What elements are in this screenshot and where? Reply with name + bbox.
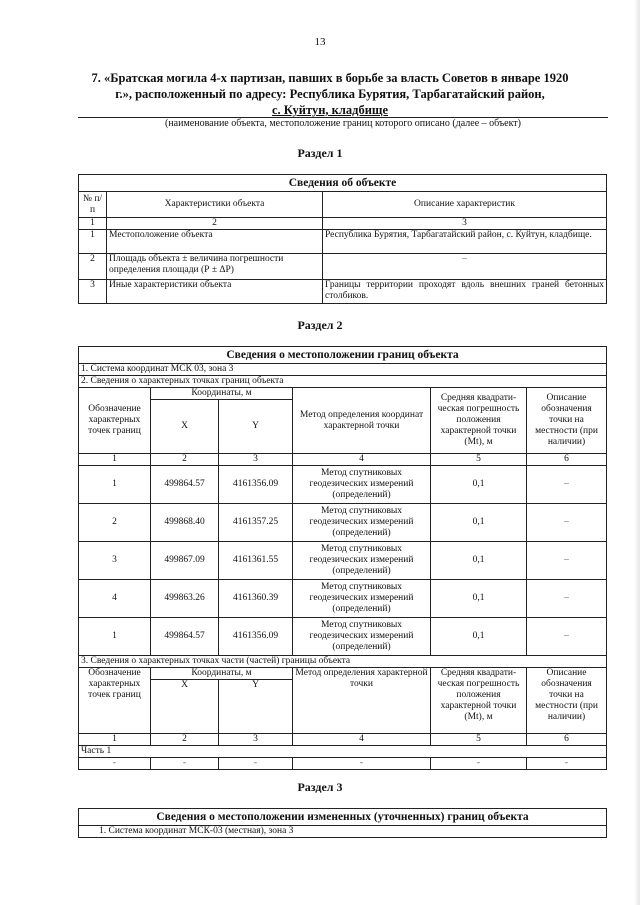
point-id: 3 (79, 542, 151, 580)
part-cell: - (219, 758, 293, 770)
part-cell: - (431, 758, 527, 770)
part-cell: - (293, 758, 431, 770)
point-y: 4161361.55 (219, 542, 293, 580)
col-number: 6 (527, 734, 607, 746)
parts-header-method: Метод определения характерной точки (293, 668, 431, 734)
header-method: Метод определения координат характерной точки (293, 388, 431, 454)
col-number: 6 (527, 454, 607, 466)
point-method: Метод спутниковых геодезических измерений (определений) (293, 580, 431, 618)
object-info-title: Сведения об объекте (79, 175, 607, 192)
point-y: 4161356.09 (219, 466, 293, 504)
section-3-heading: Раздел 3 (297, 780, 343, 794)
title-line-1: 7. «Братская могила 4-х партизан, павших в борьбе за власть Советов в январе 1920 (91, 71, 569, 85)
section-2-heading: Раздел 2 (297, 318, 343, 332)
row-characteristic: Площадь объекта ± величина погрешности определения площади (Р ± ΔР) (107, 254, 323, 280)
header-coords: Координаты, м (151, 388, 293, 400)
section-1-heading: Раздел 1 (297, 146, 343, 160)
object-info-table (78, 174, 607, 304)
boundary-points-table (78, 346, 607, 770)
point-x: 499863.26 (151, 580, 219, 618)
col-number: 5 (431, 734, 527, 746)
row-description: – (323, 254, 607, 280)
changed-boundaries-title: Сведения о местоположении измененных (уточненных) границ объекта (79, 809, 607, 826)
point-description: – (527, 580, 607, 618)
col-number: 3 (219, 734, 293, 746)
col-number: 2 (107, 218, 323, 230)
point-method: Метод спутниковых геодезических измерений (определений) (293, 504, 431, 542)
parts-header-coords: Координаты, м (151, 668, 293, 680)
point-id: 1 (79, 466, 151, 504)
document-title (70, 70, 590, 118)
point-method: Метод спутниковых геодезических измерений (определений) (293, 542, 431, 580)
point-y: 4161357.25 (219, 504, 293, 542)
point-id: 2 (79, 504, 151, 542)
col-number: 3 (219, 454, 293, 466)
section3-coord-system: 1. Система координат МСК-03 (местная), зона 3 (79, 826, 607, 838)
point-accuracy: 0,1 (431, 466, 527, 504)
point-accuracy: 0,1 (431, 618, 527, 656)
table-row (79, 618, 607, 656)
point-method: Метод спутниковых геодезических измерений (определений) (293, 466, 431, 504)
part-label: Часть 1 (79, 746, 607, 758)
parts-section-label: 3. Сведения о характерных точках части (частей) границы объекта (79, 656, 607, 668)
point-description: – (527, 542, 607, 580)
point-description: – (527, 504, 607, 542)
point-y: 4161360.39 (219, 580, 293, 618)
table-row (79, 466, 607, 504)
row-description: Республика Бурятия, Тарбагатайский район, с. Куйтун, кладбище. (323, 230, 607, 254)
table-row (79, 580, 607, 618)
header-x: X (151, 400, 219, 454)
table-row (79, 280, 607, 304)
point-x: 499867.09 (151, 542, 219, 580)
point-method: Метод спутниковых геодезических измерений (определений) (293, 618, 431, 656)
point-description: – (527, 466, 607, 504)
col-number: 3 (323, 218, 607, 230)
changed-boundaries-table (78, 808, 607, 838)
point-x: 499864.57 (151, 618, 219, 656)
part-cell: - (79, 758, 151, 770)
parts-header-description: Описание обозначения точки на местности (при наличии) (527, 668, 607, 734)
col-number: 2 (151, 734, 219, 746)
col-number: 4 (293, 454, 431, 466)
table-row (79, 230, 607, 254)
table-row (79, 504, 607, 542)
col-number: 5 (431, 454, 527, 466)
row-num: 3 (79, 280, 107, 304)
table-row (79, 758, 607, 770)
header-point: Обозначение характерных точек границ (79, 388, 151, 454)
col-header-characteristic: Характеристики объекта (107, 192, 323, 218)
point-y: 4161356.09 (219, 618, 293, 656)
header-y: Y (219, 400, 293, 454)
col-number: 1 (79, 734, 151, 746)
header-description: Описание обозначения точки на местности (при наличии) (527, 388, 607, 454)
row-description: Границы территории проходят вдоль внешних граней бетонных столбиков. (323, 280, 607, 304)
table-row (79, 542, 607, 580)
row-num: 2 (79, 254, 107, 280)
col-header-num: № п/п (79, 192, 107, 218)
point-description: – (527, 618, 607, 656)
points-section-label: 2. Сведения о характерных точках границ объекта (79, 376, 607, 388)
parts-header-y: Y (219, 680, 293, 734)
table-row (79, 254, 607, 280)
title-line-3: с. Куйтун, кладбище (271, 103, 389, 117)
col-number: 1 (79, 218, 107, 230)
title-caption: (наименование объекта, местоположение границ которого описано (далее – объект) (164, 118, 522, 129)
col-number: 1 (79, 454, 151, 466)
row-characteristic: Местоположение объекта (107, 230, 323, 254)
coord-system-label: 1. Система координат МСК 03, зона 3 (79, 364, 607, 376)
row-num: 1 (79, 230, 107, 254)
parts-header-point: Обозначение характерных точек границ (79, 668, 151, 734)
col-number: 4 (293, 734, 431, 746)
parts-header-accuracy: Средняя квадрати-ческая погрешность положения характерной точки (Mt), м (431, 668, 527, 734)
point-id: 1 (79, 618, 151, 656)
parts-header-x: X (151, 680, 219, 734)
col-number: 2 (151, 454, 219, 466)
col-header-description: Описание характеристик (323, 192, 607, 218)
point-x: 499868.40 (151, 504, 219, 542)
point-accuracy: 0,1 (431, 580, 527, 618)
scan-edge-shadow (634, 0, 640, 905)
point-id: 4 (79, 580, 151, 618)
row-characteristic: Иные характеристики объекта (107, 280, 323, 304)
point-accuracy: 0,1 (431, 504, 527, 542)
title-line-2: г.», расположенный по адресу: Республика Бурятия, Тарбагатайский район, (115, 87, 545, 101)
point-x: 499864.57 (151, 466, 219, 504)
header-accuracy: Средняя квадрати-ческая погрешность положения характерной точки (Mt), м (431, 388, 527, 454)
boundary-table-title: Сведения о местоположении границ объекта (79, 347, 607, 364)
point-accuracy: 0,1 (431, 542, 527, 580)
part-cell: - (527, 758, 607, 770)
page-number: 13 (314, 36, 326, 48)
part-cell: - (151, 758, 219, 770)
